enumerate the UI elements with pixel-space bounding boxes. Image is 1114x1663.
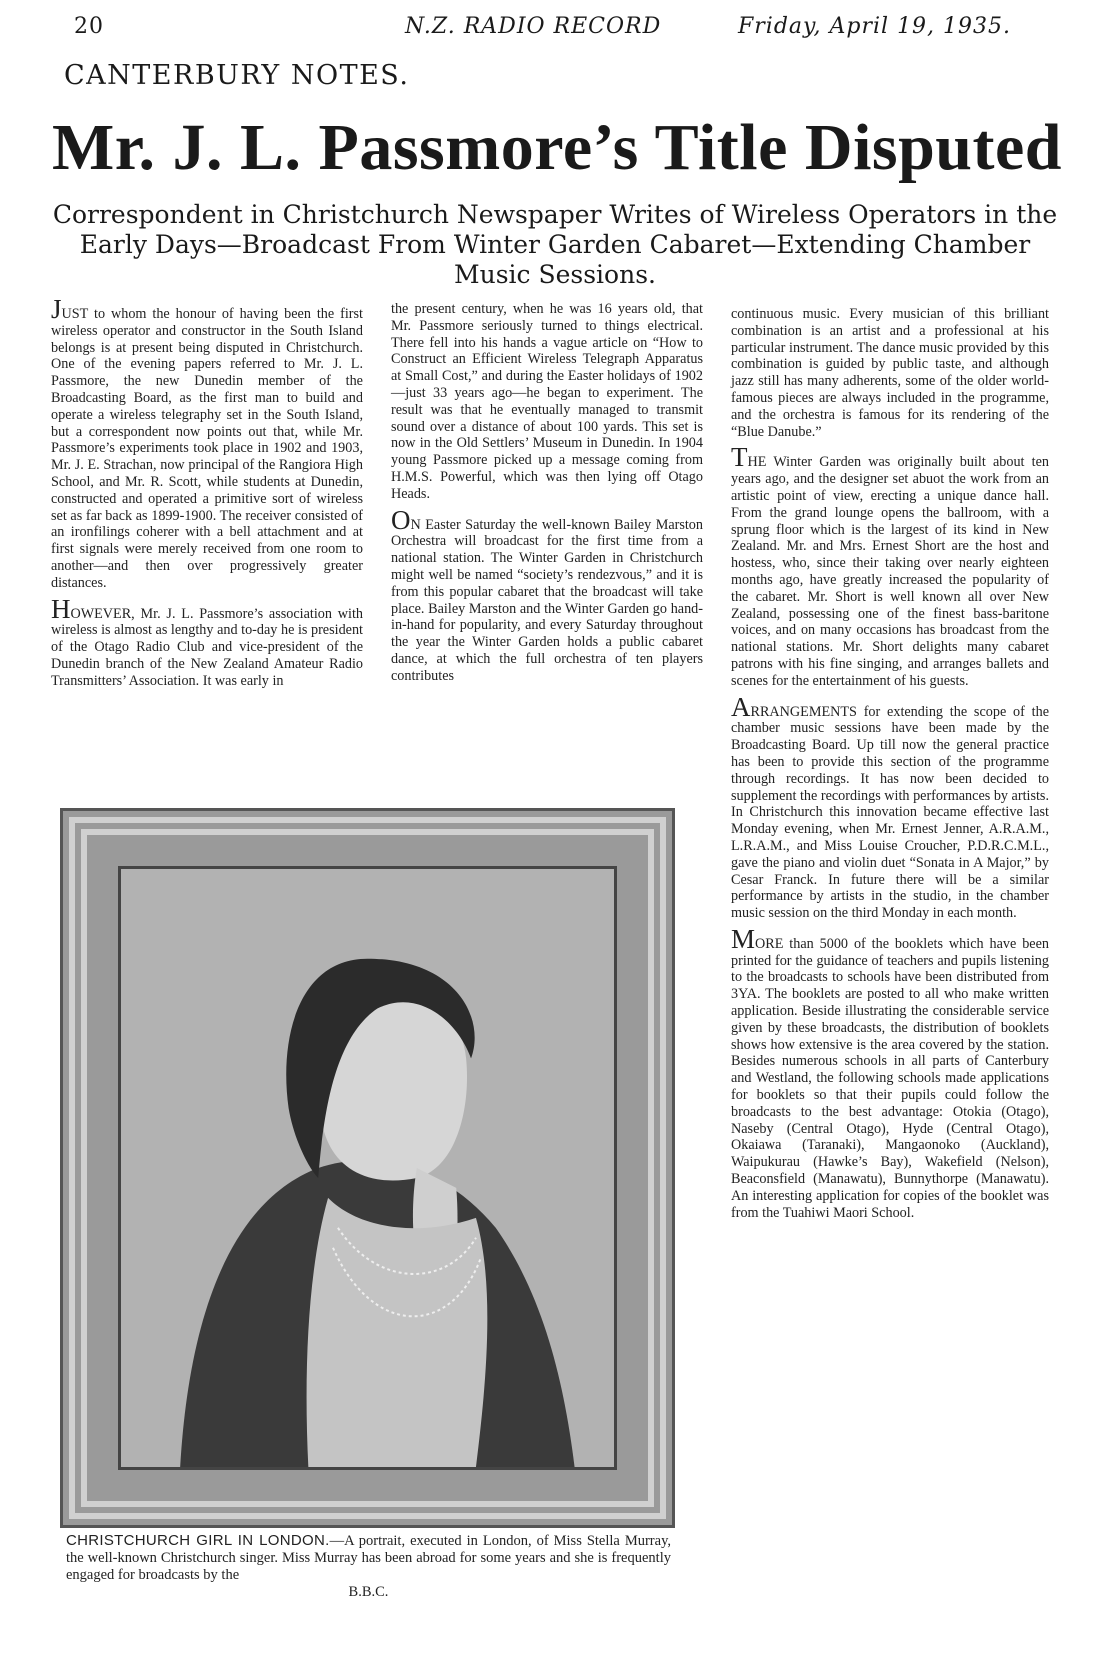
woman-portrait-illustration xyxy=(121,869,614,1467)
subheadline: Correspondent in Christchurch Newspaper Writes of Wireless Operators in the Early Days—Broadcast From Winter Garden Cabaret—Extending Chamber Music Sessions. xyxy=(52,200,1058,289)
drop-cap: T xyxy=(731,442,748,473)
paragraph xyxy=(391,504,703,685)
section-title: CANTERBURY NOTES. xyxy=(64,60,410,91)
paragraph xyxy=(51,593,363,690)
drop-cap: J xyxy=(51,294,62,324)
paragraph xyxy=(731,923,1049,1222)
paragraph xyxy=(391,301,703,503)
paragraph xyxy=(51,294,363,592)
paragraph xyxy=(731,442,1049,689)
article-column-3 xyxy=(731,306,1049,1230)
caption-last-line: B.B.C. xyxy=(348,1584,389,1600)
photo-caption xyxy=(66,1532,671,1601)
paragraph-text: continuous music. Every musician of this brilliant combination is an artist and a professional at his particular instrument. The dance music provided by this combination is guided by public taste, and although jazz still has many adherents, some of the older world-famous pieces are always included in the programme, and the orchestra is famous for its rendering of the “Blue Danube.” xyxy=(731,306,1049,440)
caption-title: CHRISTCHURCH GIRL IN LONDON. xyxy=(66,1532,330,1549)
page-number: 20 xyxy=(74,14,104,39)
caption-text: —A portrait, executed in London, of Miss Stella Murray, the well-known Christchurch singer. Miss Murray has been abroad for some years and she is frequently engaged for broadcasts by the xyxy=(66,1533,672,1583)
paragraph-text: the present century, when he was 16 years old, that Mr. Passmore seriously turned to things electrical. There fell into his hands a vague article on “How to Construct an Efficient Wireless Telegraph Apparatus at Small Cost,” and during the Easter holidays of 1902—just 33 years ago—he began to experiment. The result was that he eventually managed to transmit sound over a distance of about 100 yards. This set is now in the Old Settlers’ Museum in Dunedin. In 1904 young Passmore picked up a message coming from H.M.S. Powerful, which was then lying off Otago Heads. xyxy=(391,301,703,502)
paragraph-text: ORE than 5000 of the booklets which have been printed for the guidance of teachers and pupils listening to the broadcasts to schools have been distributed from 3YA. The booklets are posted to all who make written application. Beside illustrating the considerable service given by these broadcasts, the distribution of booklets shows how extensive is the area covered by the station. Besides numerous schools in all parts of Canterbury and Westland, the following schools made applications for booklets so that their pupils could follow the broadcasts to the best advantage: Otokia (Otago), Naseby (Central Otago), Hyde (Central Otago), Okaiawa (Taranaki), Mangaonoko (Auckland), Waipukurau (Hawke’s Bay), Wakefield (Nelson), Beaconsfield (Manawatu), Bunnythorpe (Manawatu). An interesting application for copies of the booklet was from the Tuahiwi Maori School. xyxy=(731,935,1049,1221)
issue-date: Friday, April 19, 1935. xyxy=(738,14,1012,39)
drop-cap: H xyxy=(51,593,71,624)
article-column-1 xyxy=(51,294,363,699)
drop-cap: O xyxy=(391,504,411,535)
masthead: N.Z. RADIO RECORD xyxy=(405,14,662,39)
drop-cap: A xyxy=(731,691,751,722)
paragraph xyxy=(731,691,1049,922)
paragraph-text: HE Winter Garden was originally built about ten years ago, and the designer set abuot the work from an artistic point of view, erecting a unique dance hall. From the grand lounge opens the ballroom, with a sprung floor which is the largest of its kind in New Zealand. Mr. and Mrs. Ernest Short are the host and hostess, who, since their taking over nearly eighteen months ago, have greatly increased the popularity of the cabaret. Mr. Short is well known all over New Zealand, possessing one of the finest bass-baritone voices, and on many occasions has broadcast from the national stations. Mr. Short delights many cabaret patrons with his fine singing, and arranges ballets and scenes for the entertainment of his guests. xyxy=(731,454,1049,689)
paragraph-text: UST to whom the honour of having been the first wireless operator and constructor in the South Island belongs is at present being disputed in Christchurch. One of the evening papers referred to Mr. J. L. Passmore, the new Dunedin member of the Broadcasting Board, as the first man to build and operate a wireless telegraphy set in the South Island, but a correspondent now points out that, while Mr. Passmore’s experiments took place in 1902 and 1903, Mr. J. E. Strachan, now principal of the Rangiora High School, and Mr. R. Scott, while students at Dunedin, constructed and operated a primitive sort of wireless set as far back as 1899-1900. The receiver consisted of an ironfilings coherer with a bell attachment and at first signals were merely received from one room to another—and then over progressively greater distances. xyxy=(51,306,363,591)
paragraph-text: OWEVER, Mr. J. L. Passmore’s association with wireless is almost as lengthy and to-day he is president of the Otago Radio Club and vice-president of the Dunedin branch of the New Zealand Amateur Radio Transmitters’ Association. It was early in xyxy=(51,605,363,689)
portrait-canvas xyxy=(118,866,617,1470)
paragraph xyxy=(731,306,1049,440)
headline: Mr. J. L. Passmore’s Title Disputed xyxy=(52,111,1062,184)
paragraph-text: N Easter Saturday the well-known Bailey Marston Orchestra will broadcast for the first time from a national station. The Winter Garden in Christchurch might well be named “society’s rendezvous,” and it is from this popular cabaret that the broadcast will take place. Bailey Marston and the Winter Garden go hand-in-hand for popularity, and every Saturday throughout the year the Winter Garden holds a public cabaret dance, at which the full orchestra of ten players contributes xyxy=(391,516,703,684)
article-column-2 xyxy=(391,301,703,694)
portrait-photo xyxy=(60,808,675,1528)
paragraph-text: RRANGEMENTS for extending the scope of the chamber music sessions have been made by the Broadcasting Board. Up till now the general practice has been to provide this section of the programme through recordings. It has now been decided to supplement the recordings with performances by artists. In Christchurch this innovation became effective last Monday evening, when Mr. Ernest Jenner, A.R.A.M., L.R.A.M., and Miss Louise Croucher, P.D.R.C.M.L., gave the piano and violin duet “Sonata in A Major,” by Cesar Franck. In future there will be a similar performance by artists in the studio, in the chamber music session on the third Monday in each month. xyxy=(731,703,1049,922)
drop-cap: M xyxy=(731,923,756,954)
